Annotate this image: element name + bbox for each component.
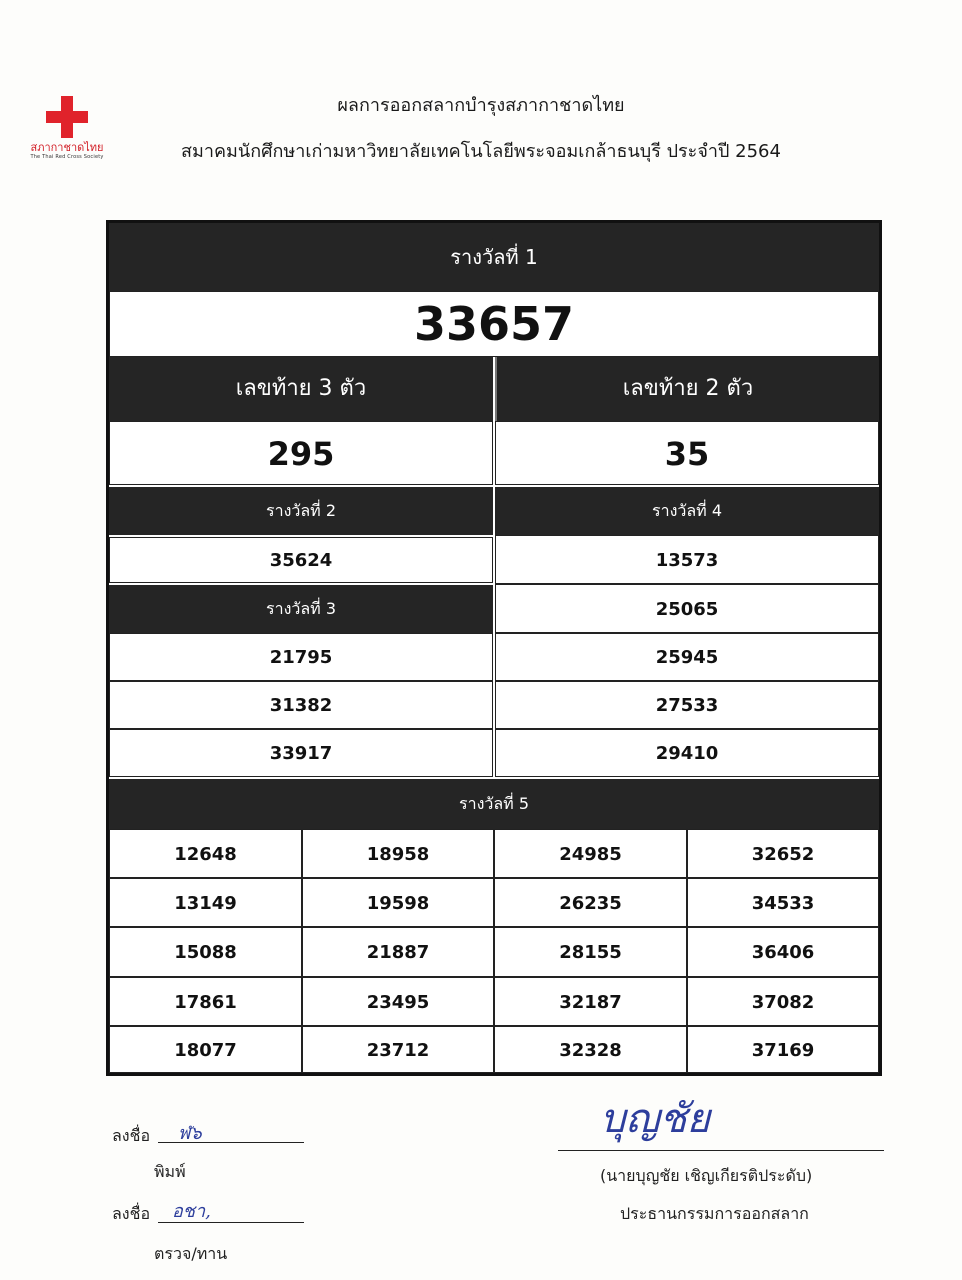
last3-header: เลขท้าย 3 ตัว <box>109 357 493 421</box>
prize1-number: 33657 <box>109 291 879 357</box>
last2-number: 35 <box>495 421 879 485</box>
prize5-number: 36406 <box>687 927 879 977</box>
prize5-number: 12648 <box>109 829 302 878</box>
prize5-header: รางวัลที่ 5 <box>109 779 879 829</box>
sign-label: ลงชื่อ <box>112 1126 151 1145</box>
chairman-signature: บุญชัย <box>600 1096 711 1142</box>
prize5-number: 21887 <box>302 927 494 977</box>
prize3-header: รางวัลที่ 3 <box>109 585 493 633</box>
prize1-header: รางวัลที่ 1 <box>109 223 879 291</box>
prize5-number: 32328 <box>494 1026 687 1073</box>
prize5-number: 26235 <box>494 878 687 927</box>
prize5-number: 18958 <box>302 829 494 878</box>
prize5-number: 24985 <box>494 829 687 878</box>
prize5-number: 23495 <box>302 977 494 1026</box>
prize3-number: 21795 <box>109 633 493 681</box>
prize2-header: รางวัลที่ 2 <box>109 487 493 535</box>
sign-label: ลงชื่อ <box>112 1204 151 1223</box>
prize3-number: 33917 <box>109 729 493 777</box>
prize2-number: 35624 <box>109 537 493 583</box>
last2-header: เลขท้าย 2 ตัว <box>495 357 879 421</box>
prize5-number: 17861 <box>109 977 302 1026</box>
chairman-sign-line <box>558 1150 884 1151</box>
prize3-number: 31382 <box>109 681 493 729</box>
prize5-number: 18077 <box>109 1026 302 1073</box>
prize5-number: 34533 <box>687 878 879 927</box>
prize5-number: 32652 <box>687 829 879 878</box>
print-label: พิมพ์ <box>154 1162 186 1181</box>
logo-name-english: The Thai Red Cross Society <box>30 154 104 160</box>
printer-sign-line <box>158 1142 304 1143</box>
prize5-number: 13149 <box>109 878 302 927</box>
prize5-number: 15088 <box>109 927 302 977</box>
document-subtitle: สมาคมนักศึกษาเก่ามหาวิทยาลัยเทคโนโลยีพระจอมเกล้าธนบุรี ประจำปี 2564 <box>181 141 781 162</box>
prize5-number: 37082 <box>687 977 879 1026</box>
prize4-number: 29410 <box>495 729 879 777</box>
chairman-title: ประธานกรรมการออกสลาก <box>620 1204 809 1223</box>
prize4-header: รางวัลที่ 4 <box>495 487 879 535</box>
prize5-number: 19598 <box>302 878 494 927</box>
results-table <box>106 220 882 1076</box>
check-label: ตรวจ/ทาน <box>154 1244 228 1263</box>
chairman-name: (นายบุญชัย เชิญเกียรติประดับ) <box>600 1166 813 1185</box>
document-title: ผลการออกสลากบำรุงสภากาชาดไทย <box>337 95 625 116</box>
prize5-number: 23712 <box>302 1026 494 1073</box>
checker-initials: อชา, <box>172 1201 211 1222</box>
logo-name-thai: สภากาชาดไทย <box>30 141 104 154</box>
prize5-number: 32187 <box>494 977 687 1026</box>
checker-sign-line <box>158 1222 304 1223</box>
prize5-number: 28155 <box>494 927 687 977</box>
prize5-number: 37169 <box>687 1026 879 1073</box>
last3-number: 295 <box>109 421 493 485</box>
prize4-number: 27533 <box>495 681 879 729</box>
prize4-number: 25065 <box>495 584 879 633</box>
printer-initials: ฬ๖ <box>178 1123 202 1144</box>
prize4-number: 13573 <box>495 535 879 584</box>
prize4-number: 25945 <box>495 633 879 681</box>
